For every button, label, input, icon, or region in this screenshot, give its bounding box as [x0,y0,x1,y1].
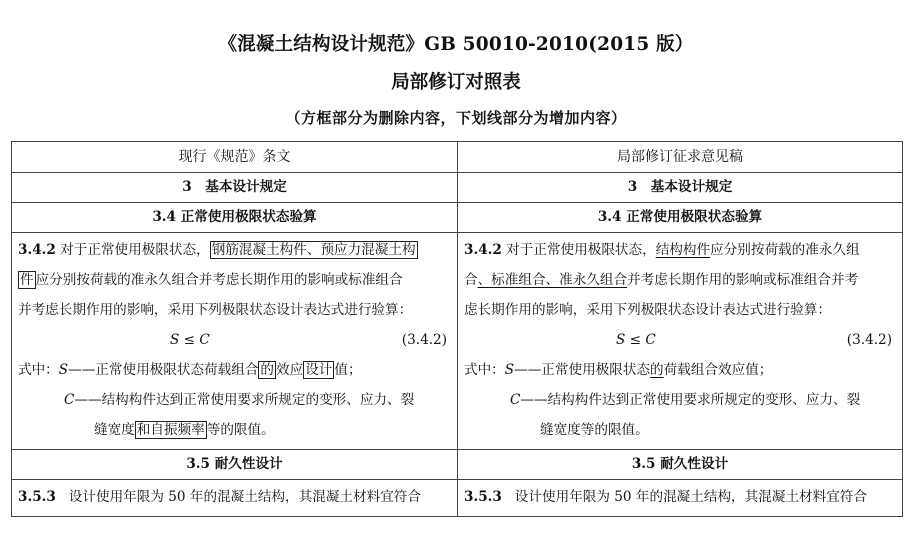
text-segment: 对于正常使用极限状态， [55,242,210,258]
text-segment: 合 [464,272,478,288]
formula-expression: S ≤ C [616,332,656,348]
clause-paragraph [18,235,451,325]
clause-number: 3.4.2 [464,242,502,258]
text-segment: 应分别按荷载的准永久组 [710,242,860,258]
text-segment: ——结构构件达到正常使用要求所规定的变形、应力、裂 [74,392,415,408]
text-segment: 效应 [276,362,304,378]
section-heading-left: 3.5 耐久性设计 [12,450,458,480]
document-subtitle: 局部修订对照表 [391,72,521,93]
clause-number: 3.5.3 [464,489,502,505]
formula-number: (3.4.2) [401,332,447,348]
formula-expression: S ≤ C [170,332,210,348]
text-segment: 设计使用年限为 50 年的混凝土结构，其混凝土材料宜符合 [55,489,421,505]
clause-current-353 [12,480,458,517]
chapter-heading-right: 3 基本设计规定 [458,173,903,203]
header-current: 现行《规范》条文 [12,142,458,173]
added-text: 结构构件 [655,242,711,258]
text-segment: 荷载组合效应值； [663,362,773,378]
text-segment: 式中： [464,362,505,378]
section-row-35 [12,450,903,480]
text-segment: ——结构构件达到正常使用要求所规定的变形、应力、裂 [520,392,861,408]
symbol-c-definition [18,385,451,415]
text-segment: 设计使用年限为 50 年的混凝土结构，其混凝土材料宜符合 [501,489,867,505]
header-revised: 局部修订征求意见稿 [458,142,903,173]
added-text: 的 [650,362,664,378]
clause-current-342 [12,233,458,450]
section-heading-left: 3.4 正常使用极限状态验算 [12,203,458,233]
deleted-text: 和自振频率 [136,422,205,438]
symbol-c-continuation [18,415,451,445]
document-title: 《混凝土结构设计规范》GB 50010-2010(2015 版） [218,34,694,55]
section-heading-right: 3.5 耐久性设计 [458,450,903,480]
comparison-table [11,141,903,517]
deleted-text: 钢筋混凝土构件、预应力混凝土构 [211,242,416,258]
clause-paragraph [464,235,896,325]
formula-number: (3.4.2) [846,332,892,348]
symbol: C [510,392,521,408]
symbol-s-definition [464,355,896,385]
symbol-c-continuation [464,415,896,445]
text-segment: 应分别按荷载的准永久组合并考虑长期作用的影响或标准组合 [35,272,403,288]
text-segment: 对于正常使用极限状态， [501,242,656,258]
text-segment: 缝宽度 [94,422,135,438]
text-segment: 并考虑长期作用的影响，采用下列极限状态设计表达式进行验算： [18,302,413,318]
text-segment: 式中： [18,362,59,378]
chapter-row [12,173,903,203]
chapter-heading-left: 3 基本设计规定 [12,173,458,203]
text-segment: ——正常使用极限状态 [514,362,651,378]
clause-number: 3.4.2 [18,242,56,258]
clause-revised-353 [458,480,903,517]
document-note: （方框部分为删除内容，下划线部分为增加内容） [285,109,627,127]
deleted-text: 设计 [305,362,333,378]
deleted-text: 的 [260,362,275,378]
table-header-row [12,142,903,173]
text-segment: 并考虑长期作用的影响或标准组合并考 [627,272,859,288]
section-row [12,203,903,233]
symbol-c-definition [464,385,896,415]
added-text: 、标准组合、准永久组合 [477,272,628,288]
text-segment: 值； [334,362,362,378]
text-segment: 缝宽度等的限值。 [540,422,649,438]
clause-number: 3.5.3 [18,489,56,505]
clause-revised-342 [458,233,903,450]
symbol: S [504,362,515,378]
symbol-s-definition [18,355,451,385]
deleted-text: 件 [20,272,34,288]
section-heading-right: 3.4 正常使用极限状态验算 [458,203,903,233]
symbol: S [58,362,69,378]
clause-row-353 [12,480,903,517]
text-segment: ——正常使用极限状态荷载组合 [68,362,259,378]
text-segment: 虑长期作用的影响，采用下列极限状态设计表达式进行验算： [464,302,832,318]
text-segment: 等的限值。 [206,422,275,438]
symbol: C [64,392,75,408]
clause-row-342 [12,233,903,450]
formula-line [464,325,896,355]
formula-line [18,325,451,355]
